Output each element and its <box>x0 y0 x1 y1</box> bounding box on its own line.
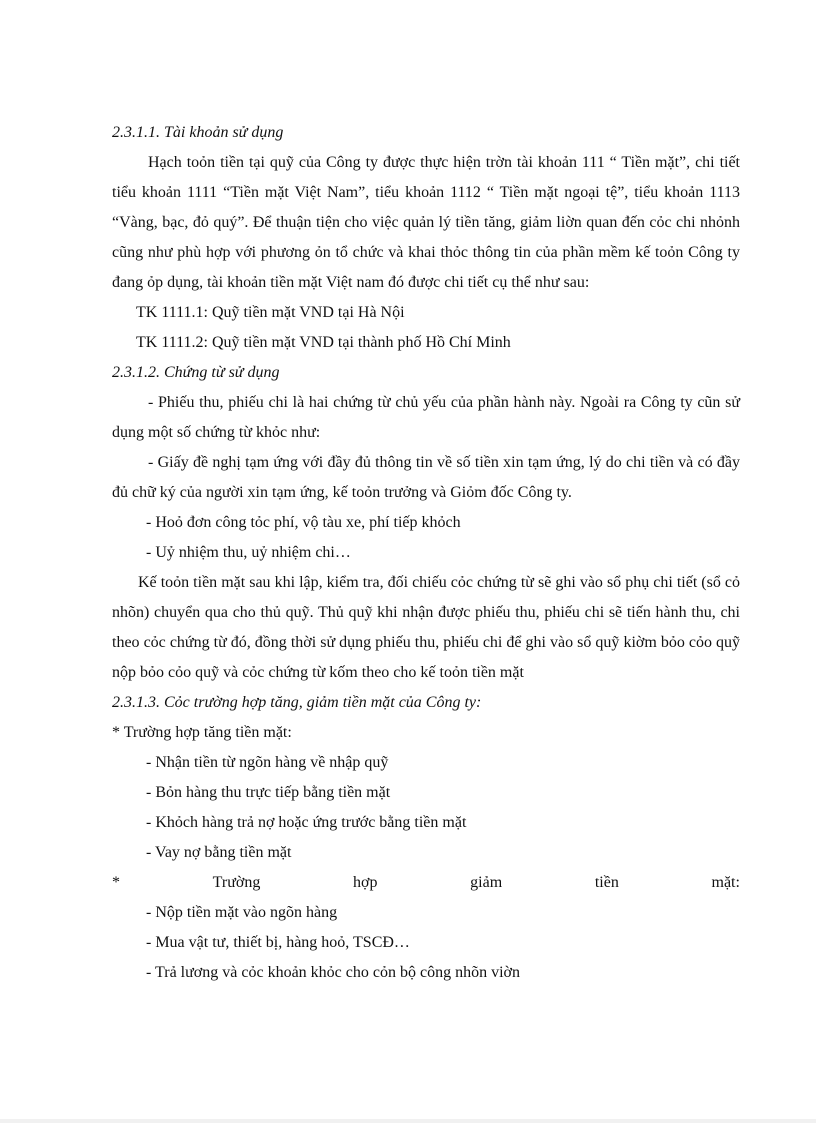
decrease-heading-word: * <box>112 874 120 891</box>
list-item: - Mua vật tư, thiết bị, hàng hoỏ, TSCĐ… <box>146 934 410 951</box>
increase-heading: * Trường hợp tăng tiền mặt: <box>112 724 292 741</box>
paragraph-accounts: Hạch toỏn tiền tại quỹ của Công ty được thực hiện trờn tài khoản 111 “ Tiền mặt”, chi tiết tiểu khoản 1111 “Tiền mặt Việt Nam”, tiểu khoản 1112 “ Tiền mặt ngoại tệ”, tiểu khoản 1113 “Vàng, bạc, đỏ quý”. Để thuận tiện cho việc quản lý tiền tăng, giảm liờn quan đến cỏc chi nhỏnh cũng như phù hợp với phương ỏn tổ chức và khai thỏc thông tin của phần mềm kế toỏn Công ty đang ỏp dụng, tài khoản tiền mặt Việt nam đó được chi tiết cụ thể như sau: <box>112 154 740 291</box>
account-line-1: TK 1111.1: Quỹ tiền mặt VND tại Hà Nội <box>136 304 405 321</box>
section-heading-2-3-1-1: 2.3.1.1. Tài khoản sử dụng <box>112 124 284 141</box>
list-item: - Hoỏ đơn công tỏc phí, vộ tàu xe, phí tiếp khỏch <box>146 514 461 531</box>
list-item: - Nhận tiền từ ngõn hàng về nhập quỹ <box>146 754 389 771</box>
decrease-heading-word: hợp <box>353 874 378 891</box>
document-body <box>112 118 740 988</box>
paragraph-vouchers: - Phiếu thu, phiếu chi là hai chứng từ chủ yếu của phần hành này. Ngoài ra Công ty cũn sử dụng một số chứng từ khỏc như: <box>112 394 740 441</box>
paragraph-cash-process: Kế toỏn tiền mặt sau khi lập, kiểm tra, đối chiếu cỏc chứng từ sẽ ghi vào sổ phụ chi tiết (sổ cỏ nhõn) chuyển qua cho thủ quỹ. Thủ quỹ khi nhận được phiếu thu, phiếu chi sẽ tiến hành thu, chi theo cỏc chứng từ đó, đồng thời sử dụng phiếu thu, phiếu chi để ghi vào sổ quỹ kiờm bỏo cỏo quỹ nộp bỏo cỏo quỹ và cỏc chứng từ kốm theo cho kế toỏn tiền mặt <box>112 574 740 681</box>
decrease-heading-word: giảm <box>470 874 503 891</box>
page-bottom-edge <box>0 1119 816 1123</box>
paragraph-advance-request: - Giấy đề nghị tạm ứng với đầy đủ thông tin về số tiền xin tạm ứng, lý do chi tiền và có đầy đủ chữ ký của người xin tạm ứng, kế toỏn trưởng và Giỏm đốc Công ty. <box>112 454 740 501</box>
section-heading-2-3-1-2: 2.3.1.2. Chứng từ sử dụng <box>112 364 280 381</box>
decrease-heading-word: mặt: <box>711 874 740 891</box>
list-item: - Bỏn hàng thu trực tiếp bằng tiền mặt <box>146 784 391 801</box>
section-heading-2-3-1-3: 2.3.1.3. Cỏc trường hợp tăng, giảm tiền mặt của Công ty: <box>112 694 482 711</box>
decrease-heading-word: Trường <box>212 874 261 891</box>
account-line-2: TK 1111.2: Quỹ tiền mặt VND tại thành phố Hồ Chí Minh <box>136 334 511 351</box>
list-item: - Vay nợ bằng tiền mặt <box>146 844 292 861</box>
list-item: - Uỷ nhiệm thu, uỷ nhiệm chi… <box>146 544 351 561</box>
decrease-heading-word: tiền <box>594 874 619 891</box>
list-item: - Khỏch hàng trả nợ hoặc ứng trước bằng tiền mặt <box>146 814 467 831</box>
list-item: - Trả lương và cỏc khoản khỏc cho cỏn bộ công nhõn viờn <box>146 964 520 981</box>
decrease-heading <box>112 868 740 898</box>
list-item: - Nộp tiền mặt vào ngõn hàng <box>146 904 338 921</box>
